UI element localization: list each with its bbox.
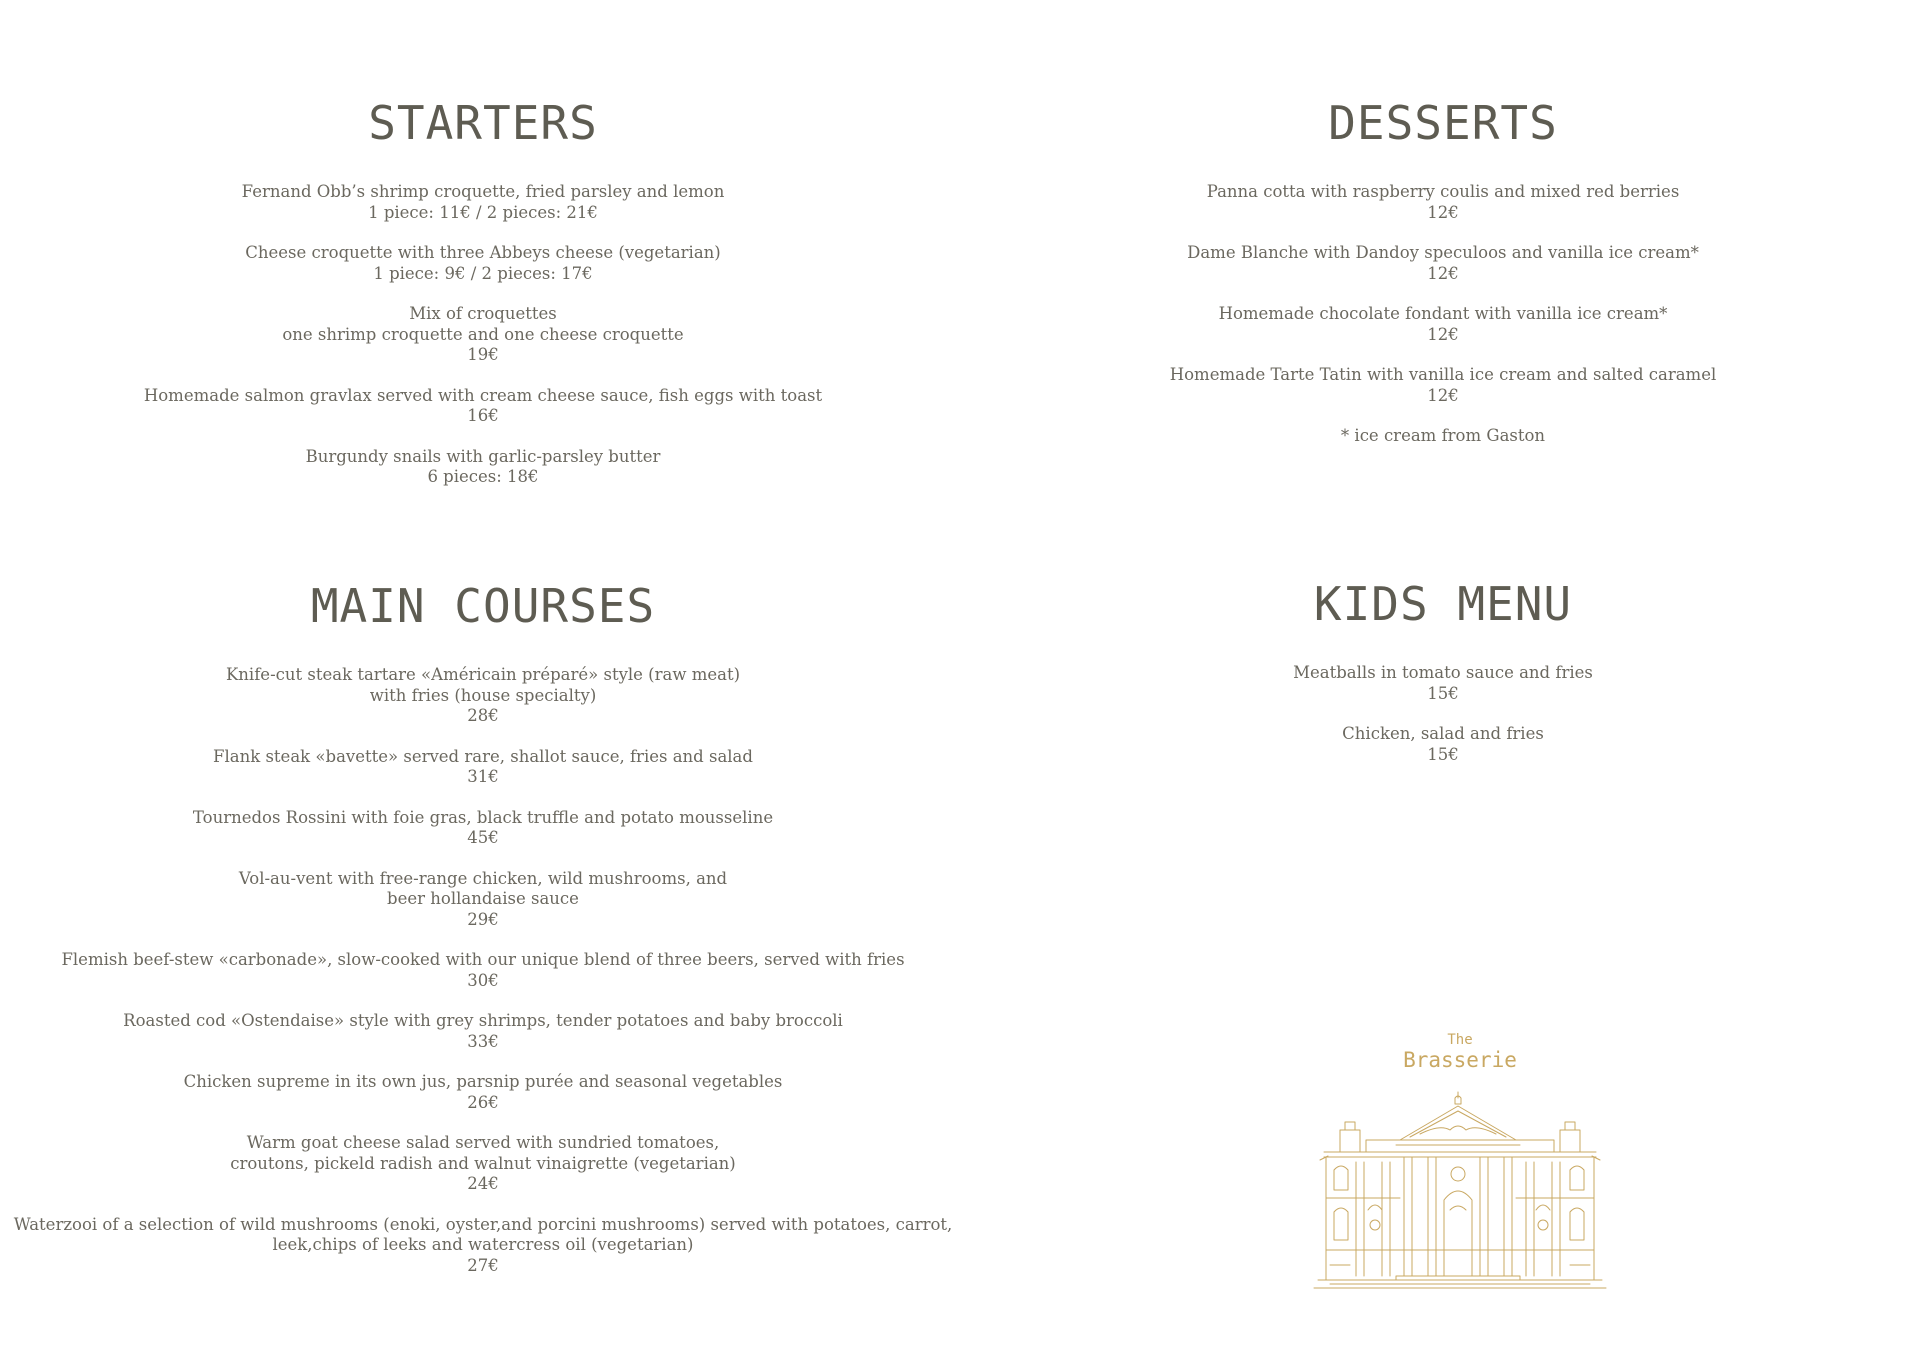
dish-description: one shrimp croquette and one cheese croquette <box>282 324 684 344</box>
dish-name: Cheese croquette with three Abbeys cheese (vegetarian) <box>245 243 721 262</box>
dish-name: Flank steak «bavette» served rare, shallot sauce, fries and salad <box>213 746 753 766</box>
dish-price: 12€ <box>1427 263 1459 283</box>
dish-description: beer hollandaise sauce <box>387 889 579 908</box>
menu-item <box>0 243 966 284</box>
menu-item <box>966 365 1920 406</box>
dish-name: Homemade chocolate fondant with vanilla ice cream* <box>1218 304 1668 323</box>
menu-item <box>966 724 1920 765</box>
dish-name: Mix of croquettes <box>409 304 557 323</box>
menu-item <box>0 182 966 223</box>
menu-item <box>0 1072 966 1113</box>
dish-description: croutons, pickeld radish and walnut vinaigrette (vegetarian) <box>230 1153 736 1173</box>
menu-item <box>0 304 966 366</box>
dish-description: with fries (house specialty) <box>369 685 597 705</box>
dish-name: Chicken, salad and fries <box>1342 724 1544 743</box>
dish-name: Fernand Obb’s shrimp croquette, fried parsley and lemon <box>241 182 725 201</box>
menu-list <box>966 663 1920 765</box>
dish-name: Dame Blanche with Dandoy speculoos and vanilla ice cream* <box>1187 243 1699 262</box>
dish-price: 15€ <box>1427 683 1459 703</box>
menu-item <box>0 808 966 849</box>
dish-price: 27€ <box>467 1255 499 1275</box>
dish-description: leek,chips of leeks and watercress oil (vegetarian) <box>272 1235 694 1254</box>
brand-small-text: The <box>1447 1032 1473 1048</box>
dish-price: 30€ <box>467 970 499 990</box>
desserts-section <box>966 96 1920 447</box>
dish-name: Waterzooi of a selection of wild mushrooms (enoki, oyster,and porcini mushrooms) served with potatoes, carrot, <box>13 1214 953 1234</box>
menu-item <box>0 447 966 488</box>
menu-item <box>0 386 966 427</box>
dish-name: Panna cotta with raspberry coulis and mixed red berries <box>1206 182 1680 201</box>
dish-name: Chicken supreme in its own jus, parsnip purée and seasonal vegetables <box>183 1072 783 1091</box>
dish-price: 24€ <box>467 1174 499 1193</box>
dish-name: Vol-au-vent with free-range chicken, wild mushrooms, and <box>238 868 728 888</box>
dish-price: 19€ <box>467 345 499 364</box>
dish-name: Burgundy snails with garlic-parsley butter <box>305 446 661 466</box>
dish-name: Homemade salmon gravlax served with cream cheese sauce, fish eggs with toast <box>143 385 823 405</box>
menu-item <box>0 1215 966 1277</box>
menu-item <box>0 1133 966 1195</box>
dish-price: 45€ <box>467 828 499 847</box>
dish-price: 16€ <box>467 406 499 425</box>
brand-name: Brasserie <box>1403 1048 1517 1072</box>
section-title: KIDS MENU <box>1313 577 1573 631</box>
dish-price: 12€ <box>1427 324 1459 344</box>
menu-list <box>966 182 1920 406</box>
menu-list <box>0 182 966 488</box>
menu-item <box>0 869 966 931</box>
dish-price: 28€ <box>467 706 499 725</box>
dish-price: 33€ <box>467 1031 499 1051</box>
menu-item <box>0 950 966 991</box>
dish-price: 26€ <box>467 1092 499 1112</box>
dish-price: 12€ <box>1427 385 1459 405</box>
brand-logo <box>1300 1032 1620 1072</box>
menu-item <box>0 1011 966 1052</box>
dish-name: Tournedos Rossini with foie gras, black truffle and potato mousseline <box>192 807 774 827</box>
dish-price: 12€ <box>1427 202 1459 222</box>
ice-cream-note: * ice cream from Gaston <box>1340 426 1546 445</box>
menu-item <box>966 304 1920 345</box>
menu-item <box>966 663 1920 704</box>
menu-item <box>966 243 1920 284</box>
dish-price: 31€ <box>467 767 499 786</box>
main-courses-section <box>0 579 966 1296</box>
dish-name: Homemade Tarte Tatin with vanilla ice cream and salted caramel <box>1169 365 1717 384</box>
dish-price: 6 pieces: 18€ <box>427 467 539 486</box>
kids-menu-section <box>966 577 1920 785</box>
dish-name: Knife-cut steak tartare «Américain préparé» style (raw meat) <box>225 665 741 684</box>
starters-section <box>0 96 966 508</box>
dish-price: 15€ <box>1427 744 1459 764</box>
building-illustration <box>1300 1090 1620 1300</box>
dish-name: Roasted cod «Ostendaise» style with grey shrimps, tender potatoes and baby broccoli <box>123 1011 843 1030</box>
dish-price: 1 piece: 11€ / 2 pieces: 21€ <box>368 202 598 222</box>
section-title: STARTERS <box>368 96 598 150</box>
menu-list <box>0 665 966 1276</box>
dish-name: Warm goat cheese salad served with sundried tomatoes, <box>246 1133 720 1152</box>
menu-item <box>0 747 966 788</box>
section-title: DESSERTS <box>1328 96 1558 150</box>
dish-name: Flemish beef-stew «carbonade», slow-cooked with our unique blend of three beers, served with fries <box>61 950 905 969</box>
dish-price: 29€ <box>467 909 499 929</box>
menu-item <box>0 665 966 727</box>
dish-name: Meatballs in tomato sauce and fries <box>1293 663 1593 682</box>
menu-item <box>966 182 1920 223</box>
dish-price: 1 piece: 9€ / 2 pieces: 17€ <box>373 263 593 283</box>
section-title: MAIN COURSES <box>310 579 656 633</box>
